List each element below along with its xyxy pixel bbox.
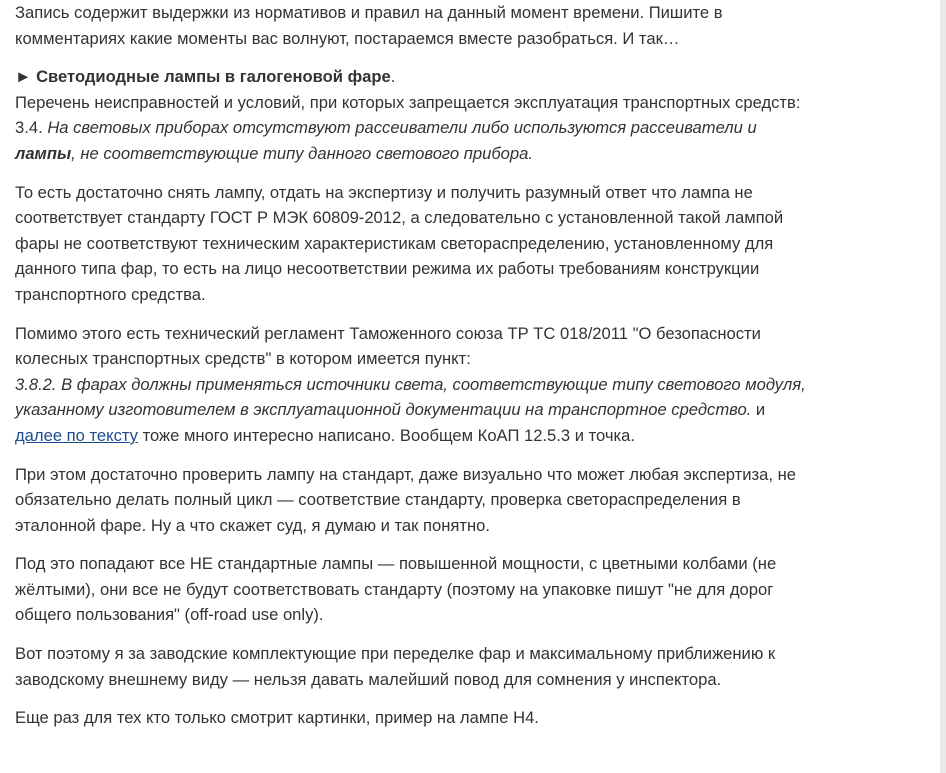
rule-number: 3.4. bbox=[15, 118, 43, 138]
heading-arrow-icon: ► bbox=[15, 67, 32, 87]
section-heading bbox=[15, 67, 391, 86]
regulation-tail: тоже много интересно написано. Вообщем КоАП 12.5.3 и точка. bbox=[137, 425, 635, 445]
rule-text-part-2: , не соответствующие типу данного светового прибора. bbox=[71, 143, 533, 163]
rule-bold-word: лампы bbox=[15, 143, 72, 163]
regulation-clause: 3.8.2. В фарах должны применяться источники света, соответствующие типу светового модуля, указанному изготовителем в эксплуатационной документации на транспортное средство. bbox=[15, 374, 806, 420]
list-intro: Перечень неисправностей и условий, при которых запрещается эксплуатация транспортных средств: bbox=[15, 92, 801, 112]
further-text-link[interactable]: далее по тексту bbox=[15, 425, 138, 445]
intro-paragraph: Запись содержит выдержки из нормативов и правил на данный момент времени. Пишите в комментариях какие моменты вас волнуют, постараемся вместе разобраться. И так… bbox=[15, 3, 723, 48]
check-paragraph: При этом достаточно проверить лампу на стандарт, даже визуально что может любая экспертиза, не обязательно делать полный цикл — соответствие стандарту, проверка светораспределения в эталонной фаре. Ну а что скажет суд, я думаю и так понятно. bbox=[15, 464, 796, 535]
heading-period: . bbox=[390, 67, 396, 87]
article-body bbox=[15, 0, 815, 744]
example-paragraph: Еще раз для тех кто только смотрит картинки, пример на лампе Н4. bbox=[15, 708, 539, 728]
regulation-intro: Помимо этого есть технический регламент Таможенного союза ТР ТС 018/2011 "О безопасности колесных транспортных средств" в котором имеется пункт: bbox=[15, 323, 761, 369]
expertise-paragraph: То есть достаточно снять лампу, отдать на экспертизу и получить разумный ответ что лампа не соответствует стандарту ГОСТ Р МЭК 60809-2012, а следовательно с установленной такой лампой фары не соответствуют техническим характеристикам светораспределению, установленному для данного типа фар, то есть на лицо несоответствии режима их работы требованиям конструкции транспортного средства. bbox=[15, 182, 784, 304]
regulation-and: и bbox=[751, 400, 766, 420]
nonstandard-paragraph: Под это попадают все НЕ стандартные лампы — повышенной мощности, с цветными колбами (не жёлтыми), они все не будут соответствовать стандарту (поэтому на упаковке пишут "не для дорог общего пользования" (off-road use only). bbox=[15, 554, 777, 625]
rule-text-part-1: На световых приборах отсутствуют рассеиватели либо используются рассеиватели и bbox=[47, 118, 757, 138]
factory-paragraph: Вот поэтому я за заводские комплектующие при переделке фар и максимальному приближению к заводскому внешнему виду — нельзя давать малейший повод для сомнения у инспектора. bbox=[15, 644, 776, 689]
scrollbar[interactable] bbox=[940, 0, 946, 773]
regulation-block bbox=[15, 321, 815, 449]
rule-block bbox=[15, 64, 815, 166]
rule-text bbox=[15, 118, 757, 163]
heading-text: Светодиодные лампы в галогеновой фаре bbox=[36, 67, 391, 87]
